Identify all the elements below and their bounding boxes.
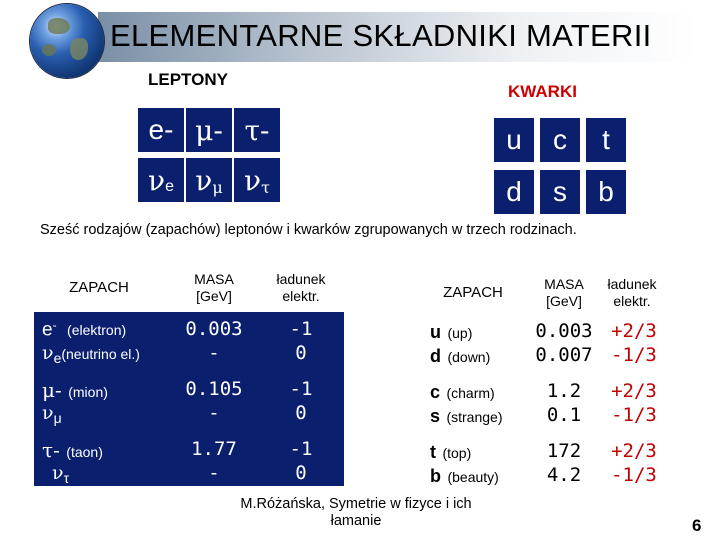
lepton-mass: - xyxy=(208,402,220,424)
quark-row: d (down) xyxy=(430,346,491,366)
quark-charge: +2/3 xyxy=(611,380,657,402)
quark-charge: +2/3 xyxy=(611,320,657,342)
lepton-tau: τ- xyxy=(234,108,280,152)
lepton-row: $\nu_e(neutrino$ el.) xyxy=(42,342,140,367)
quark-mass: 172 xyxy=(546,440,582,462)
quark-row: t (top) xyxy=(430,442,472,462)
lepton-row: τ- (taon) xyxy=(42,438,103,462)
lepton-row: $\nu_\tau$ xyxy=(52,462,70,487)
quark-row: c (charm) xyxy=(430,382,495,402)
quark-header-masa: MASA [GeV] xyxy=(544,275,584,309)
quark-mass: 0.003 xyxy=(535,320,593,342)
quark-charge: -1/3 xyxy=(611,344,657,366)
quark-charm: c xyxy=(540,118,580,162)
globe-icon xyxy=(30,4,104,78)
lepton-charge: -1 xyxy=(289,438,313,460)
neutrino-electron: ν $_e$ xyxy=(138,158,184,202)
quark-charge: +2/3 xyxy=(611,440,657,462)
page-number: 6 xyxy=(692,516,702,535)
lepton-mass: 0.003 xyxy=(185,318,243,340)
quark-beauty: b xyxy=(586,170,626,214)
leptony-label: LEPTONY xyxy=(148,70,228,89)
lepton-mass: - xyxy=(208,342,220,364)
lepton-charge: 0 xyxy=(295,402,307,424)
neutrino-tau: ν $_\tau$ xyxy=(234,158,280,202)
quark-top: t xyxy=(586,118,626,162)
lepton-charge: 0 xyxy=(295,342,307,364)
quark-mass: 0.007 xyxy=(535,344,593,366)
quark-charge: -1/3 xyxy=(611,404,657,426)
footer-citation: M.Różańska, Symetrie w fizyce i ich łamanie xyxy=(240,496,472,530)
kwarki-label: KWARKI xyxy=(508,82,577,101)
quark-row: s (strange) xyxy=(430,406,503,426)
lepton-electron: e- xyxy=(138,108,184,152)
lepton-mass: 1.77 xyxy=(191,438,237,460)
quark-mass: 1.2 xyxy=(546,380,582,402)
quark-down: d xyxy=(494,170,534,214)
quark-mass: 0.1 xyxy=(546,404,582,426)
families-caption: Sześć rodzajów (zapachów) leptonów i kwarków zgrupowanych w trzech rodzinach. xyxy=(40,222,577,238)
lepton-mass: 0.105 xyxy=(185,378,243,400)
lepton-header-zapach: ZAPACH xyxy=(69,278,129,296)
quark-header-ladunek: ładunek elektr. xyxy=(607,275,657,309)
lepton-row: μ- (mion) xyxy=(42,378,108,402)
lepton-header-ladunek: ładunek elektr. xyxy=(276,270,326,304)
lepton-mass: - xyxy=(208,462,220,484)
quark-strange: s xyxy=(540,170,580,214)
quark-charge: -1/3 xyxy=(611,464,657,486)
lepton-row: $\nu_\mu$ xyxy=(42,402,62,427)
lepton-header-masa: MASA [GeV] xyxy=(194,270,234,304)
lepton-charge: 0 xyxy=(295,462,307,484)
quark-up: u xyxy=(494,118,534,162)
lepton-row: e- (elektron) xyxy=(42,318,127,341)
quark-row: b (beauty) xyxy=(430,466,499,486)
quark-row: u (up) xyxy=(430,322,473,342)
quark-mass: 4.2 xyxy=(546,464,582,486)
neutrino-muon: ν $_\mu$ xyxy=(186,158,232,202)
slide-title: ELEMENTARNE SKŁADNIKI MATERII xyxy=(110,18,652,53)
lepton-charge: -1 xyxy=(289,378,313,400)
lepton-muon: μ- xyxy=(186,108,232,152)
quark-header-zapach: ZAPACH xyxy=(443,283,503,301)
lepton-charge: -1 xyxy=(289,318,313,340)
